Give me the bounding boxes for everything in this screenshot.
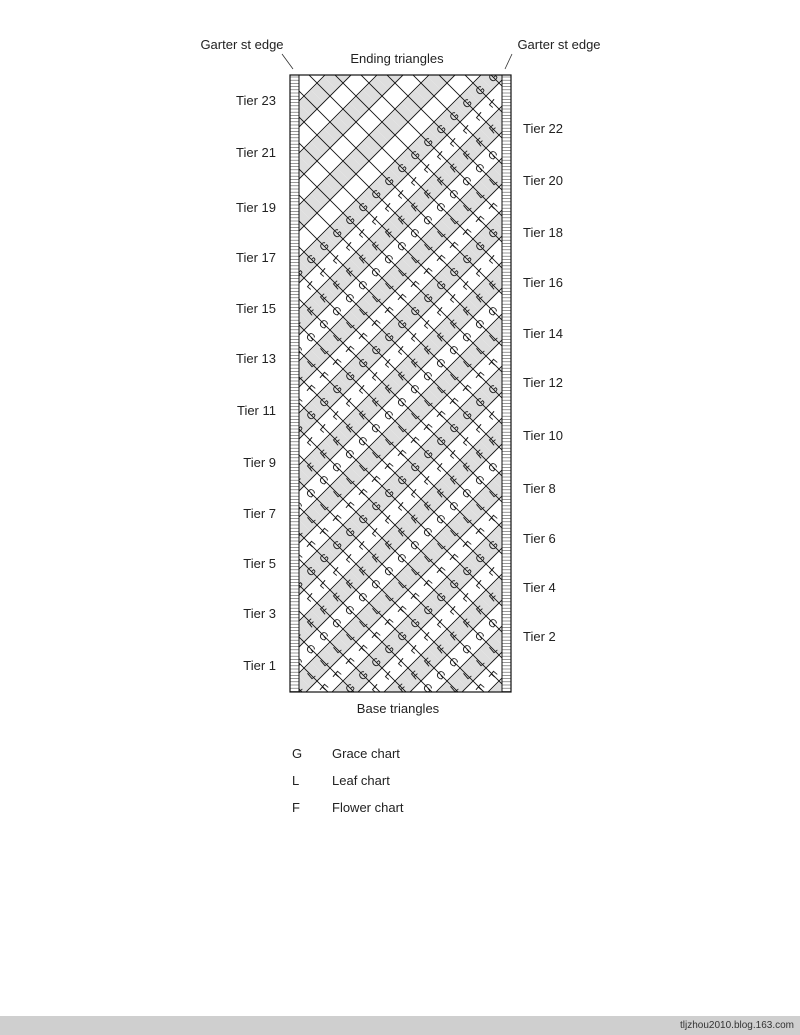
cell-letter: F bbox=[303, 695, 317, 709]
cell-letter: F bbox=[433, 253, 447, 267]
cell-letter: F bbox=[485, 513, 499, 527]
cell-letter: F bbox=[407, 279, 421, 293]
cell-letter: L bbox=[486, 409, 499, 423]
cell-letter: F bbox=[472, 214, 486, 228]
cell-letter: F bbox=[394, 604, 408, 618]
cell-letter: G bbox=[316, 317, 331, 333]
cell-letter: L bbox=[343, 552, 356, 566]
cell-letter: L bbox=[473, 110, 486, 124]
cell-letter: F bbox=[303, 539, 317, 553]
tier-label-right: Tier 14 bbox=[523, 326, 563, 341]
tier-label-left: Tier 17 bbox=[236, 250, 276, 265]
cell-letter: L bbox=[435, 695, 448, 709]
cell-letter: L bbox=[356, 383, 369, 397]
cell-letter: G bbox=[485, 148, 500, 164]
cell-letter: G bbox=[355, 278, 370, 294]
cell-letter: G bbox=[420, 681, 435, 697]
tier-cell bbox=[311, 51, 337, 77]
cell-letter: L bbox=[473, 422, 486, 436]
cell-letter: L bbox=[447, 448, 460, 462]
legend-row-flower bbox=[292, 794, 404, 821]
cell-letter: G bbox=[303, 486, 318, 502]
cell-letter: G bbox=[342, 603, 357, 619]
cell-letter: G bbox=[433, 668, 448, 684]
legend bbox=[292, 740, 404, 821]
cell-letter: F bbox=[433, 409, 447, 423]
cell-letter: F bbox=[329, 513, 343, 527]
tier-label-right: Tier 20 bbox=[523, 173, 563, 188]
cell-letter: L bbox=[486, 565, 499, 579]
cell-letter: L bbox=[330, 565, 343, 579]
cell-letter: L bbox=[356, 539, 369, 553]
cell-letter: F bbox=[446, 396, 460, 410]
cell-letter: G bbox=[407, 226, 422, 242]
cell-letter: L bbox=[382, 201, 395, 215]
tier-label-right: Tier 8 bbox=[523, 481, 556, 496]
legend-text: Grace chart bbox=[332, 746, 400, 761]
tier-label-left: Tier 3 bbox=[243, 606, 276, 621]
cell-letter: F bbox=[433, 565, 447, 579]
cell-letter: L bbox=[395, 188, 408, 202]
cell-letter: G bbox=[368, 421, 383, 437]
cell-letter: F bbox=[459, 695, 473, 709]
cell-letter: G bbox=[329, 304, 344, 320]
cell-letter: L bbox=[473, 266, 486, 280]
cell-letter: G bbox=[485, 616, 500, 632]
cell-letter: F bbox=[420, 422, 434, 436]
cell-letter: G bbox=[355, 434, 370, 450]
cell-letter: G bbox=[342, 291, 357, 307]
legend-row-leaf bbox=[292, 767, 404, 794]
legend-key: F bbox=[292, 800, 300, 815]
cell-letter: G bbox=[485, 460, 500, 476]
tier-label-right: Tier 12 bbox=[523, 375, 563, 390]
tier-label-left: Tier 5 bbox=[243, 556, 276, 571]
cell-letter: G bbox=[316, 629, 331, 645]
garter-right-leader bbox=[505, 54, 512, 69]
cell-letter: G bbox=[420, 369, 435, 385]
cell-letter: G bbox=[420, 525, 435, 541]
cell-letter: F bbox=[394, 292, 408, 306]
cell-letter: G bbox=[407, 382, 422, 398]
garter-edge bbox=[290, 75, 299, 692]
cell-letter: L bbox=[304, 435, 317, 449]
cell-letter: L bbox=[330, 253, 343, 267]
cell-letter: L bbox=[304, 279, 317, 293]
cell-letter: L bbox=[421, 162, 434, 176]
cell-letter: G bbox=[433, 356, 448, 372]
cell-letter: L bbox=[304, 591, 317, 605]
cell-letter: G bbox=[459, 642, 474, 658]
cell-letter: F bbox=[342, 344, 356, 358]
cell-letter: L bbox=[447, 604, 460, 618]
cell-letter: F bbox=[446, 552, 460, 566]
cell-letter: F bbox=[459, 227, 473, 241]
cell-letter: G bbox=[394, 395, 409, 411]
cell-letter: L bbox=[434, 617, 447, 631]
cell-letter: L bbox=[421, 318, 434, 332]
cell-letter: L bbox=[460, 123, 473, 137]
cell-letter: F bbox=[329, 357, 343, 371]
cell-letter: L bbox=[460, 435, 473, 449]
cell-letter: G bbox=[329, 460, 344, 476]
cell-letter: L bbox=[447, 292, 460, 306]
cell-letter: F bbox=[342, 500, 356, 514]
tier-label-right: Tier 6 bbox=[523, 531, 556, 546]
tier-label-right: Tier 2 bbox=[523, 629, 556, 644]
cell-letter: G bbox=[420, 213, 435, 229]
cell-letter: F bbox=[355, 643, 369, 657]
cell-letter: L bbox=[395, 344, 408, 358]
tier-label-left: Tier 13 bbox=[236, 351, 276, 366]
cell-letter: L bbox=[408, 331, 421, 345]
cell-letter: G bbox=[472, 161, 487, 177]
cell-letter: L bbox=[330, 409, 343, 423]
base-triangles-label: Base triangles bbox=[356, 701, 440, 716]
ending-triangles-label: Ending triangles bbox=[350, 51, 444, 66]
cell-letter: G bbox=[394, 239, 409, 255]
cell-letter: G bbox=[381, 408, 396, 424]
cell-letter: L bbox=[356, 227, 369, 241]
cell-letter: F bbox=[316, 682, 330, 696]
tier-cell bbox=[493, 51, 519, 77]
tier-label-right: Tier 10 bbox=[523, 428, 563, 443]
cell-letter: G bbox=[316, 473, 331, 489]
cell-letter: L bbox=[460, 591, 473, 605]
tier-label-left: Tier 9 bbox=[243, 455, 276, 470]
cell-letter: G bbox=[303, 642, 318, 658]
tier-label-right: Tier 16 bbox=[523, 275, 563, 290]
cell-letter: G bbox=[472, 317, 487, 333]
legend-text: Leaf chart bbox=[332, 773, 390, 788]
cell-letter: L bbox=[343, 240, 356, 254]
tier-label-left: Tier 15 bbox=[236, 301, 276, 316]
cell-letter: G bbox=[329, 616, 344, 632]
cell-letter: F bbox=[316, 526, 330, 540]
cell-letter: G bbox=[459, 174, 474, 190]
cell-letter: L bbox=[460, 279, 473, 293]
cell-letter: F bbox=[459, 539, 473, 553]
tier-label-right: Tier 18 bbox=[523, 225, 563, 240]
cell-letter: F bbox=[368, 318, 382, 332]
cell-letter: F bbox=[381, 617, 395, 631]
cell-letter: G bbox=[303, 330, 318, 346]
tier-label-left: Tier 23 bbox=[236, 93, 276, 108]
garter-left-leader bbox=[282, 54, 293, 69]
tier-label-right: Tier 4 bbox=[523, 580, 556, 595]
tier-label-left: Tier 7 bbox=[243, 506, 276, 521]
cell-letter: F bbox=[459, 383, 473, 397]
garter-edge bbox=[502, 75, 511, 692]
cell-letter: F bbox=[485, 669, 499, 683]
cell-letter: L bbox=[486, 97, 499, 111]
cell-letter: L bbox=[421, 474, 434, 488]
cell-letter: F bbox=[407, 591, 421, 605]
cell-letter: L bbox=[317, 422, 330, 436]
cell-letter: L bbox=[369, 526, 382, 540]
cell-letter: L bbox=[317, 578, 330, 592]
tier-label-left: Tier 11 bbox=[236, 403, 276, 418]
cell-letter: F bbox=[342, 656, 356, 670]
cell-letter: L bbox=[408, 175, 421, 189]
cell-letter: F bbox=[472, 682, 486, 696]
cell-letter: G bbox=[355, 590, 370, 606]
cell-letter: F bbox=[355, 331, 369, 345]
cell-letter: F bbox=[420, 578, 434, 592]
tier-cell bbox=[467, 51, 493, 77]
cell-letter: F bbox=[407, 435, 421, 449]
cell-letter: G bbox=[330, 694, 345, 710]
tier-label-right: Tier 22 bbox=[523, 121, 563, 136]
cell-letter: G bbox=[407, 538, 422, 554]
cell-letter: L bbox=[369, 214, 382, 228]
cell-letter: L bbox=[356, 695, 369, 709]
cell-letter: G bbox=[381, 252, 396, 268]
cell-letter: G bbox=[459, 330, 474, 346]
cell-letter: G bbox=[433, 512, 448, 528]
cell-letter: L bbox=[408, 487, 421, 501]
cell-letter: L bbox=[395, 656, 408, 670]
tier-cell bbox=[441, 51, 467, 77]
cell-letter: F bbox=[446, 240, 460, 254]
cell-letter: F bbox=[381, 461, 395, 475]
cell-letter: G bbox=[446, 499, 461, 515]
cell-letter: L bbox=[486, 253, 499, 267]
cell-letter: L bbox=[434, 149, 447, 163]
cell-letter: G bbox=[485, 304, 500, 320]
cell-letter: F bbox=[368, 630, 382, 644]
cell-letter: L bbox=[382, 357, 395, 371]
legend-text: Flower chart bbox=[332, 800, 404, 815]
garter-edge-right-label: Garter st edge bbox=[517, 37, 601, 52]
cell-letter: L bbox=[369, 682, 382, 696]
cell-letter: G bbox=[342, 447, 357, 463]
cell-letter: L bbox=[343, 396, 356, 410]
cell-letter: F bbox=[394, 448, 408, 462]
cell-letter: F bbox=[368, 474, 382, 488]
cell-letter: F bbox=[303, 383, 317, 397]
cell-letter: L bbox=[369, 370, 382, 384]
footer-watermark: tljzhou2010.blog.163.com bbox=[0, 1016, 800, 1035]
cell-letter: L bbox=[408, 643, 421, 657]
cell-letter: L bbox=[317, 266, 330, 280]
cell-letter: L bbox=[434, 461, 447, 475]
cell-letter: G bbox=[433, 200, 448, 216]
cell-letter: G bbox=[368, 577, 383, 593]
cell-letter: F bbox=[381, 305, 395, 319]
tier-label-left: Tier 19 bbox=[236, 200, 276, 215]
cell-letter: G bbox=[446, 187, 461, 203]
cell-letter: L bbox=[473, 578, 486, 592]
garter-edge-left-label: Garter st edge bbox=[200, 37, 284, 52]
cell-letter: G bbox=[446, 343, 461, 359]
cell-letter: L bbox=[395, 500, 408, 514]
cell-letter: G bbox=[394, 551, 409, 567]
cell-letter: F bbox=[420, 266, 434, 280]
cell-letter: L bbox=[447, 136, 460, 150]
cell-letter: L bbox=[434, 305, 447, 319]
legend-key: L bbox=[292, 773, 300, 788]
cell-letter: G bbox=[486, 694, 501, 710]
cell-letter: F bbox=[355, 487, 369, 501]
cell-letter: L bbox=[421, 630, 434, 644]
tier-label-left: Tier 1 bbox=[243, 658, 276, 673]
legend-row-grace bbox=[292, 740, 404, 767]
cell-letter: L bbox=[382, 513, 395, 527]
cell-letter: G bbox=[446, 655, 461, 671]
cell-letter: F bbox=[329, 669, 343, 683]
cell-letter: F bbox=[472, 526, 486, 540]
tier-label-left: Tier 21 bbox=[236, 145, 276, 160]
legend-key: G bbox=[292, 746, 303, 761]
cell-letter: F bbox=[316, 370, 330, 384]
cell-letter: L bbox=[382, 669, 395, 683]
cell-letter: G bbox=[407, 694, 422, 710]
cell-letter: G bbox=[472, 473, 487, 489]
cell-letter: F bbox=[485, 357, 499, 371]
cell-letter: F bbox=[485, 201, 499, 215]
cell-letter: G bbox=[472, 629, 487, 645]
cell-letter: G bbox=[459, 486, 474, 502]
cell-letter: G bbox=[381, 564, 396, 580]
cell-letter: G bbox=[368, 265, 383, 281]
cell-letter: F bbox=[472, 370, 486, 384]
cell-letter: F bbox=[383, 695, 397, 709]
